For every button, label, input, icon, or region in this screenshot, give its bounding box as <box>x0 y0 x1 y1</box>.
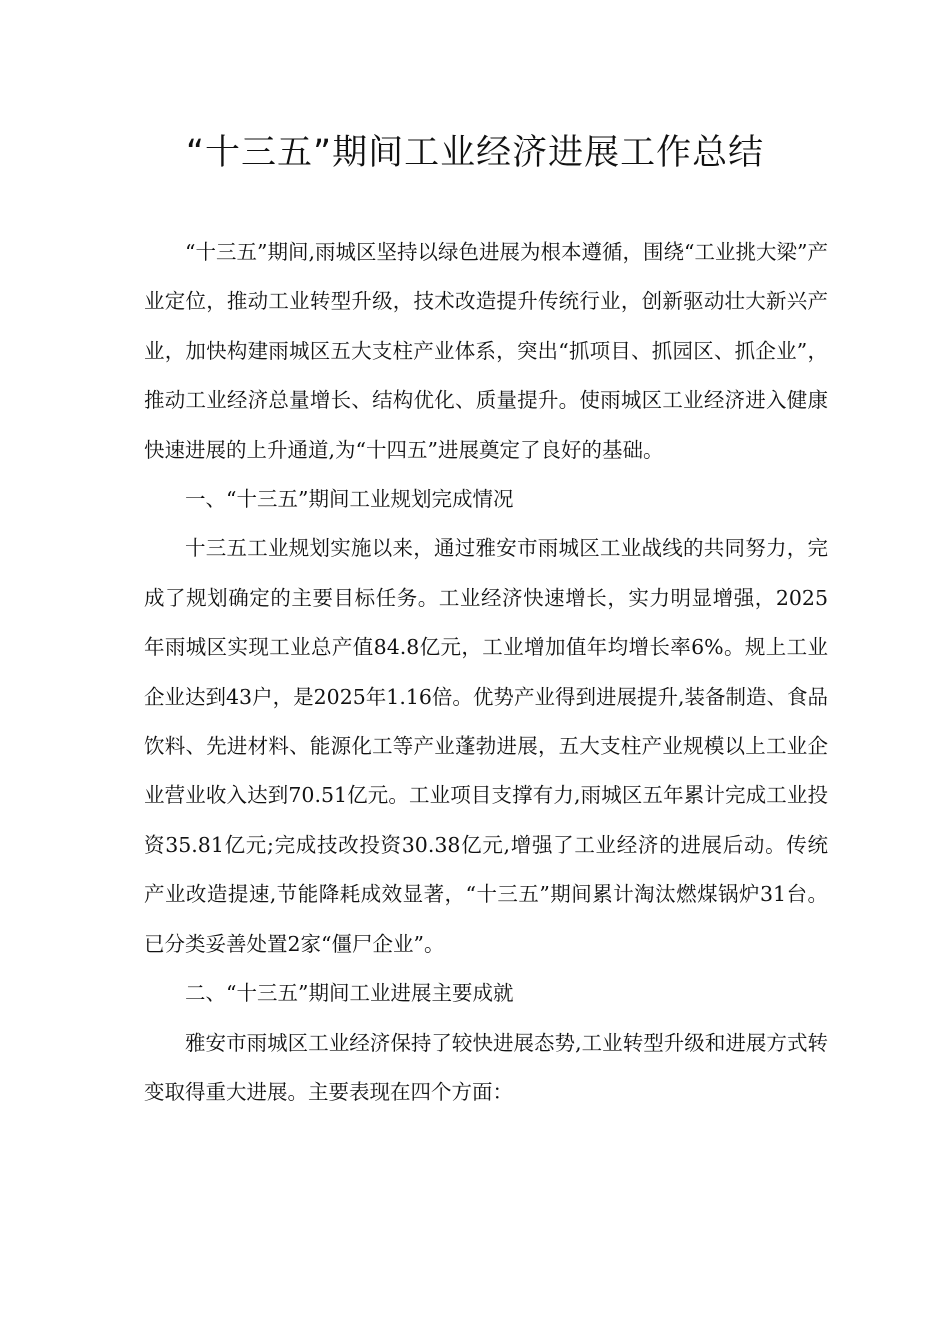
document-body <box>144 228 828 1117</box>
section-2-paragraph: 雅安市雨城区工业经济保持了较快进展态势,工业转型升级和进展方式转变取得重大进展。主要表现在四个方面： <box>144 1030 828 1104</box>
section-heading-1: 一、“十三五”期间工业规划完成情况 <box>185 487 514 512</box>
section-heading-2: 二、“十三五”期间工业进展主要成就 <box>185 981 514 1006</box>
section-1-paragraph: 十三五工业规划实施以来，通过雅安市雨城区工业战线的共同努力，完成了规划确定的主要目标任务。工业经济快速增长，实力明显增强，2025年雨城区实现工业总产值84.8亿元，工业增加值年均增长率6%。规上工业企业达到43户，是2025年1.16倍。优势产业得到进展提升,装备制造、食品饮料、先进材料、能源化工等产业蓬勃进展，五大支柱产业规模以上工业企业营业收入达到70.51亿元。工业项目支撑有力,雨城区五年累计完成工业投资35.81亿元;完成技改投资30.38亿元,增强了工业经济的进展后动。传统产业改造提速,节能降耗成效显著，“十三五”期间累计淘汰燃煤锅炉31台。已分类妥善处置2家“僵尸企业”。 <box>144 536 828 956</box>
document-title: “十三五”期间工业经济进展工作总结 <box>185 133 765 173</box>
intro-paragraph: “十三五”期间,雨城区坚持以绿色进展为根本遵循，围绕“工业挑大梁”产业定位，推动工业转型升级，技术改造提升传统行业，创新驱动壮大新兴产业，加快构建雨城区五大支柱产业体系，突出“抓项目、抓园区、抓企业”，推动工业经济总量增长、结构优化、质量提升。使雨城区工业经济进入健康快速进展的上升通道,为“十四五”进展奠定了良好的基础。 <box>144 240 828 462</box>
